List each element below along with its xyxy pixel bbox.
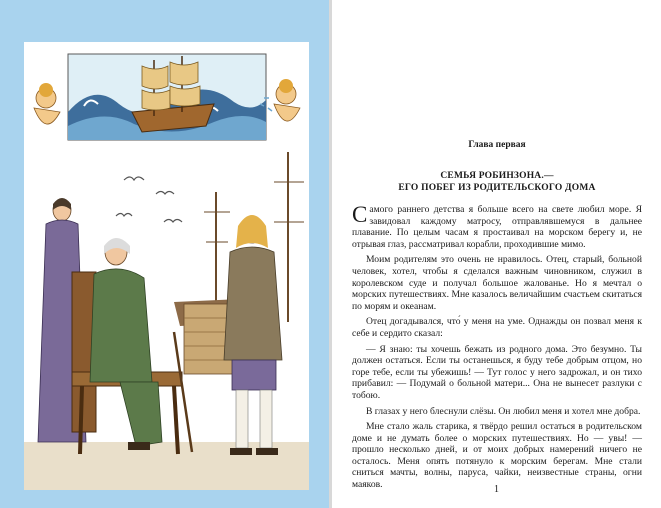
seagulls	[116, 177, 182, 222]
left-page	[0, 0, 330, 508]
illustration-drawing	[24, 42, 309, 490]
paragraph: Моим родителям это очень не нравилось. Отец, старый, больной человек, хотел, чтобы я сделался важным чиновником, служил в королевском суде и получал большое жалованье. Но я мечтал о морских путешествиях. Мне казалось величайшим счастьем скитаться по морям и океанам.	[352, 254, 642, 312]
text-column	[352, 140, 642, 495]
chapter-title-line1: СЕМЬЯ РОБИНЗОНА.—	[440, 171, 554, 181]
right-page	[332, 0, 661, 508]
chapter-label: Глава первая	[468, 140, 526, 150]
chapter-title-line2: ЕГО ПОБЕГ ИЗ РОДИТЕЛЬСКОГО ДОМА	[398, 183, 596, 193]
chapter-title	[352, 170, 642, 194]
illustration	[24, 42, 309, 490]
paragraph: В глазах у него блеснули слёзы. Он любил меня и хотел мне добра.	[366, 405, 641, 417]
page-number: 1	[494, 484, 499, 495]
paragraph: Мне стало жаль старика, я твёрдо решил остаться в родительском доме и не думать более о морских путешествиях. Но — увы! — прошло несколько дней, и от моих добрых намерений ничего не осталось. Меня опять потянуло к морским берегам. Мне стали сниться мачты, волны, паруса, чайки, неизвестные страны, огни маяков.	[352, 421, 642, 491]
ship-vignette	[34, 54, 300, 140]
robinson-figure	[224, 215, 282, 455]
paragraph-text: амого раннего детства я больше всего на свете любил море. Я завидовал каждому матросу, отправлявшемуся в дальнее плавание. По целым часам я простаивал на морском берегу и, не отрывая глаз, рассматривал корабли, проходившие мимо.	[352, 204, 642, 250]
paragraph	[352, 204, 642, 250]
paragraph: Отец догадывался, что́ у меня на уме. Однажды он позвал меня к себе и сердито сказал:	[352, 316, 642, 339]
drop-cap: С	[352, 202, 368, 227]
paragraph: — Я знаю: ты хочешь бежать из родного дома. Это безумно. Ты должен остаться. Если ты останешься, я буду тебе добрым отцом, но горе тебе, если ты убежишь! — Тут голос у него задрожал, и он тихо прибавил: — Подумай о больной матери... Она не вынесет разлуки с тобою.	[352, 343, 642, 401]
